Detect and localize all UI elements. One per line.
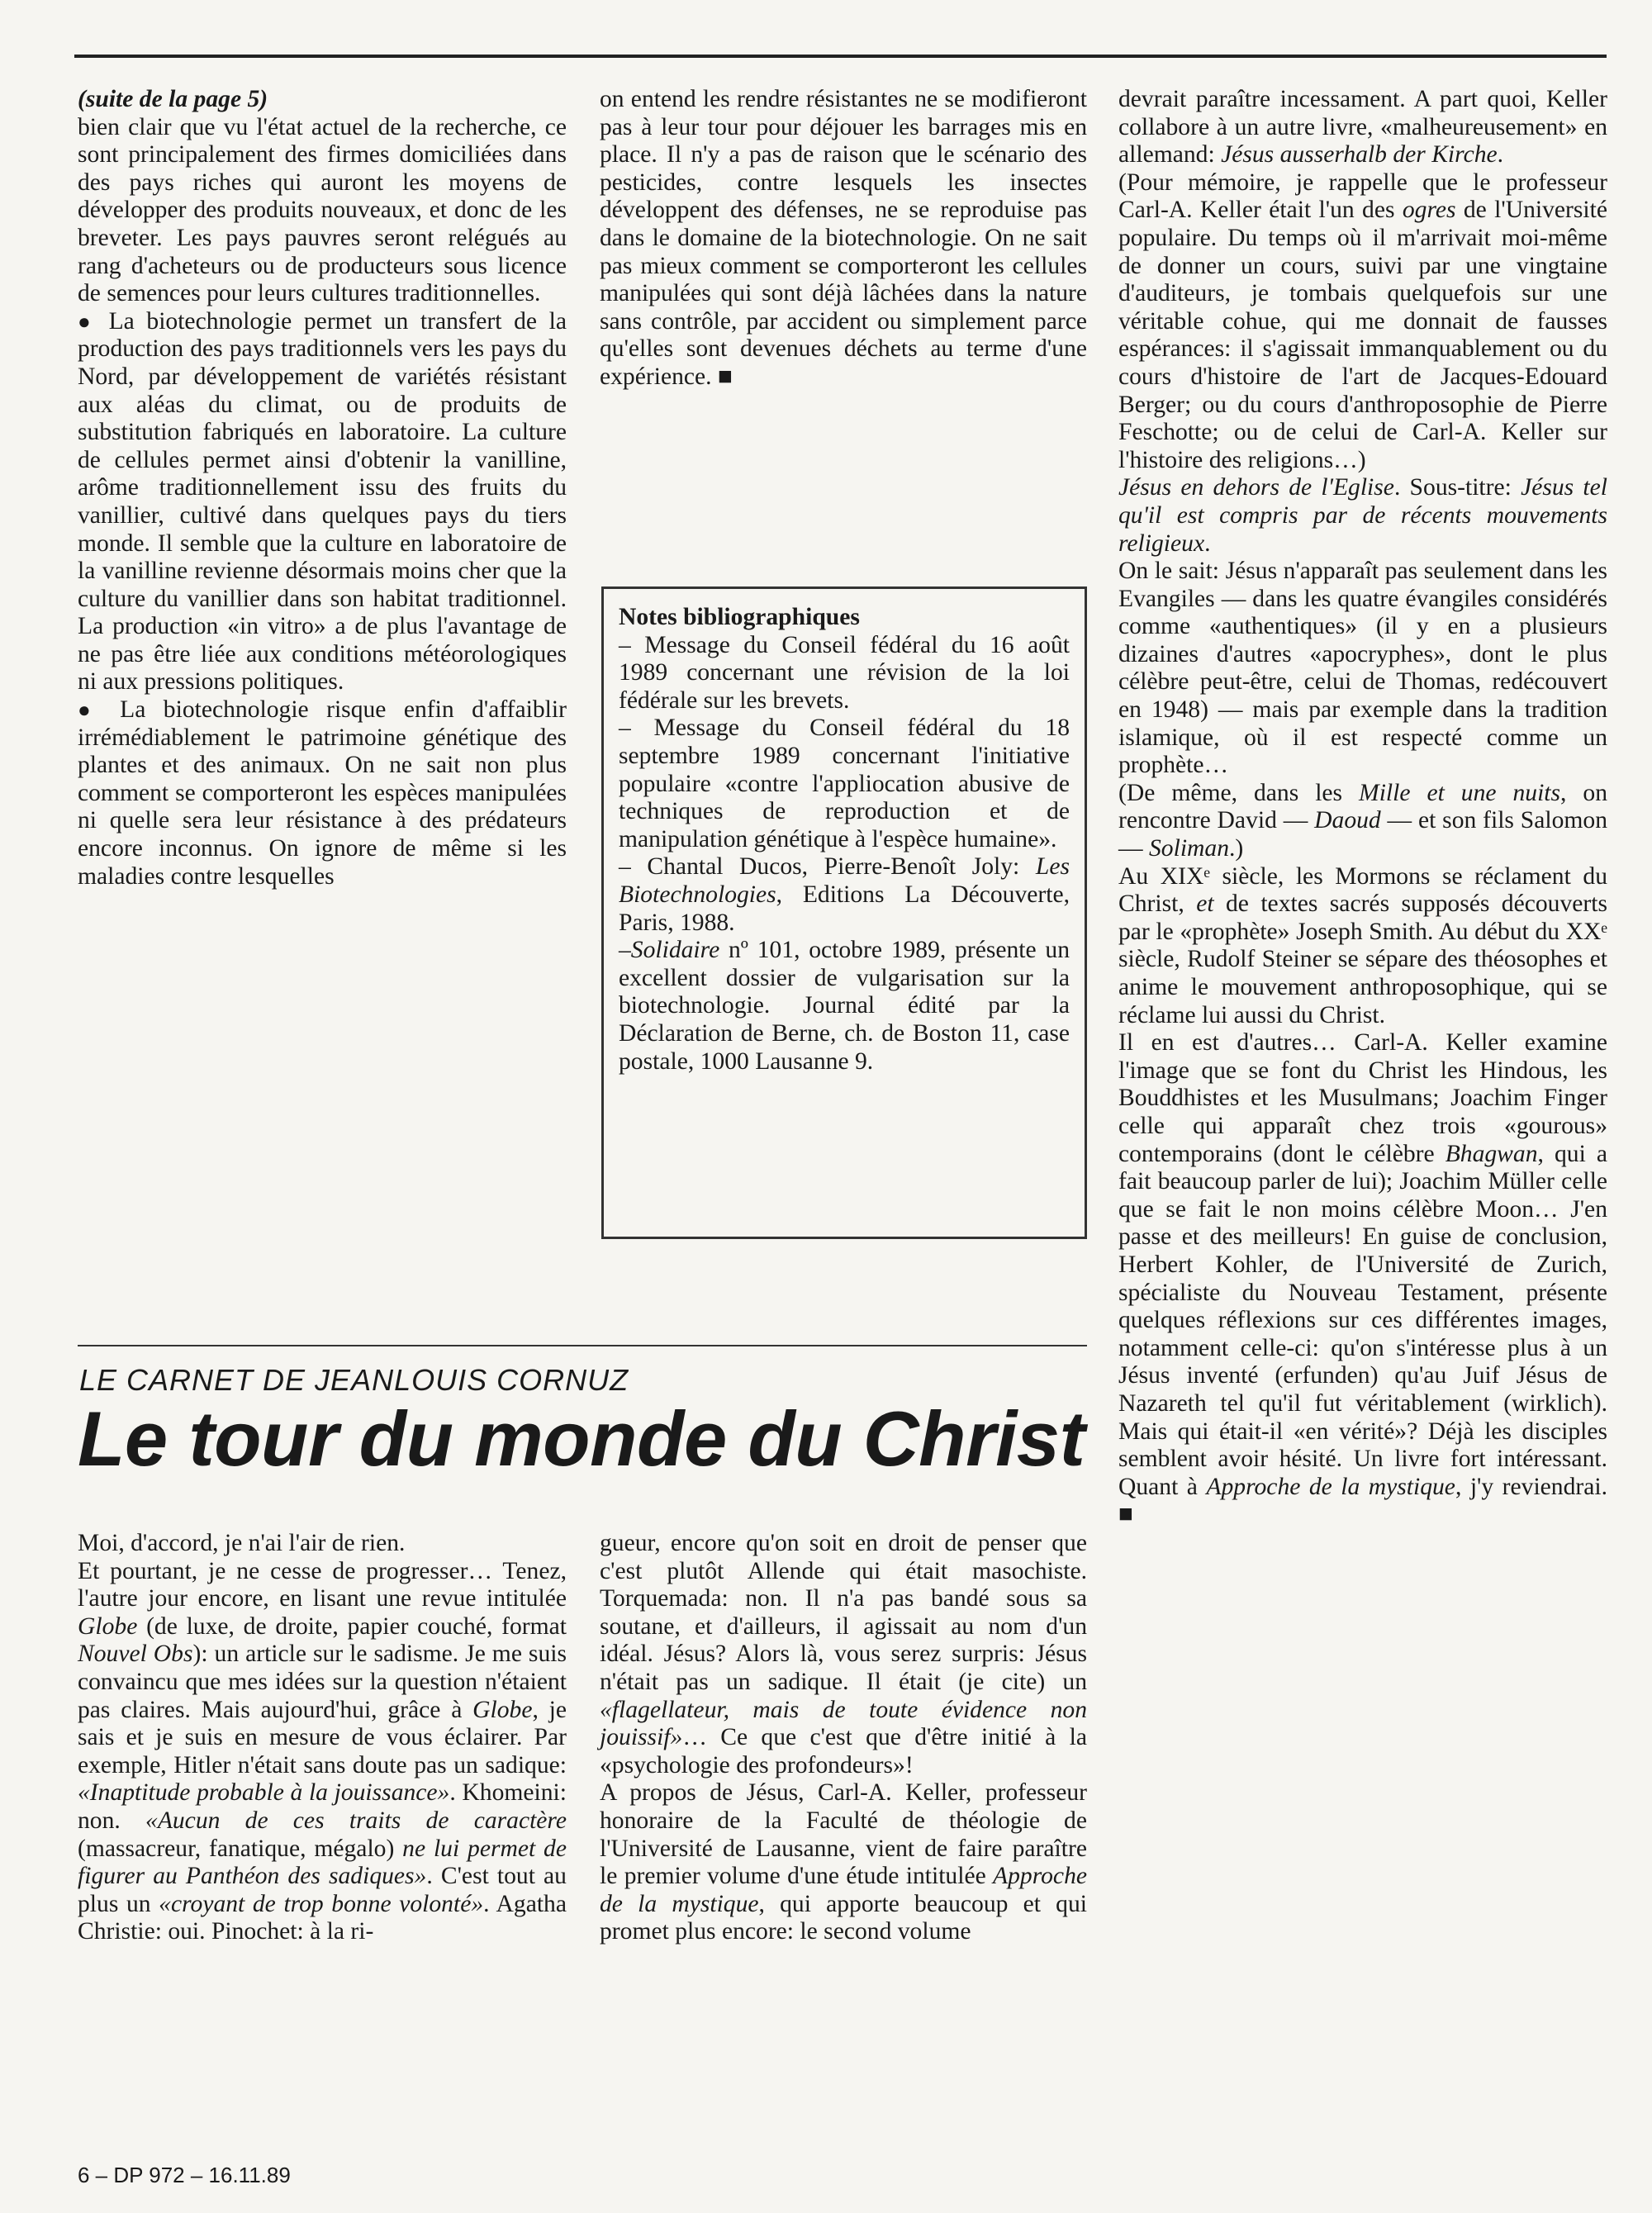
continued-from-note: (suite de la page 5) bbox=[78, 86, 268, 112]
article-column-2 bbox=[600, 1530, 1087, 1946]
note-item: – Message du Conseil fédéral du 16 août 1989 concernant une révision de la loi fédérale sur les brevets. bbox=[619, 631, 1070, 714]
article-headline: Le tour du monde du Christ bbox=[78, 1395, 1085, 1482]
article-paragraph: gueur, encore qu'on soit en droit de penser que c'est plutôt Allende qui était masochiste. Torquemada: non. Il n'a pas bandé sous sa soutane, et d'ailleurs, il agissait au nom d'un idéal. Jésus? Alors là, vous serez surpris: Jésus n'était pas un sadique. Il était (je cite) un «flagellateur, mais de toute évidence non jouissif»… Ce que c'est que d'être initié à la «psychologie des profondeurs»! bbox=[600, 1530, 1087, 1778]
note-item: – Chantal Ducos, Pierre-Benoît Joly: Les Biotechnologies, Editions La Découverte, Paris, 1988. bbox=[619, 853, 1070, 936]
section-divider bbox=[78, 1345, 1087, 1346]
col2-paragraph-1: on entend les rendre résistantes ne se modifieront pas à leur tour pour déjouer les barrages mis en place. Il n'y a pas de raison que le scénario des pesticides, contre lesquels les insectes développent des défenses, ne se reproduise pas dans le domaine de la biotechnologie. On ne sait pas mieux comment se comporteront les cellules manipulées qui sont déjà lâchées dans la nature sans contrôle, par accident ou simplement parce qu'elles sont devenues déchets au terme d'une expérience. ■ bbox=[600, 86, 1087, 390]
note-item: – Message du Conseil fédéral du 18 septembre 1989 concernant l'initiative populaire «contre l'appliocation abusive de techniques de reproduction et de manipulation génétique à l'espèce humaine». bbox=[619, 715, 1070, 852]
article-column-1 bbox=[78, 1530, 567, 1946]
article-paragraph: On le sait: Jésus n'apparaît pas seulement dans les Evangiles — dans les quatre évangiles considérés comme «authentiques» (il y en a plusieurs dizaines d'autres «apocryphes», dont le plus célèbre peut-être, celui de Thomas, redécouvert en 1948) — mais par exemple dans la tradition islamique, où il est respecté comme un prophète… bbox=[1118, 558, 1607, 779]
note-item: –Solidaire nº 101, octobre 1989, présente un excellent dossier de vulgarisation sur la biotechnologie. Journal édité par la Déclaration de Berne, ch. de Boston 11, case postale, 1000 Lausanne 9. bbox=[619, 937, 1070, 1075]
col1-paragraph-2: ● La biotechnologie permet un transfert de la production des pays traditionnels vers les pays du Nord, par développement de variétés résistant aux aléas du climat, ou de produits de substitution fabriqués en laboratoire. La culture de cellules permet ainsi d'obtenir la vanilline, arôme traditionnellement issu des fruits du vanillier, cultivé dans quelques pays du tiers monde. Il semble que la culture en laboratoire de la vanilline revienne désormais moins cher que la culture du vanillier dans son habitat traditionnel. La production «in vitro» a de plus l'avantage de ne pas être liée aux conditions météorologiques ni aux pressions politiques. bbox=[78, 307, 567, 696]
col1-paragraph-1: bien clair que vu l'état actuel de la recherche, ce sont principalement des firmes domiciliées dans des pays riches qui auront les moyens de développer des produits nouveaux, et donc de les breveter. Les pays pauvres seront relégués au rang d'acheteurs ou de producteurs sous licence de semences pour leurs cultures traditionnelles. bbox=[78, 113, 567, 307]
article-paragraph: Et pourtant, je ne cesse de progresser… Tenez, l'autre jour encore, en lisant une revue intitulée Globe (de luxe, de droite, papier couché, format Nouvel Obs): un article sur le sadisme. Je me suis convaincu que mes idées sur la question n'étaient pas claires. Mais aujourd'hui, grâce à Globe, je sais et je suis en mesure de vous éclairer. Par exemple, Hitler n'était sans doute pas un sadique: «Inaptitude probable à la jouissance». Khomeini: non. «Aucun de ces traits de caractère (massacreur, fanatique, mégalo) ne lui permet de figurer au Panthéon des sadiques». C'est tout au plus un «croyant de trop bonne volonté». Agatha Christie: oui. Pinochet: à la ri- bbox=[78, 1557, 567, 1945]
article-paragraph: Moi, d'accord, je n'ai l'air de rien. bbox=[78, 1530, 406, 1556]
column-2 bbox=[600, 86, 1087, 392]
end-mark-icon: ■ bbox=[717, 363, 733, 390]
bibliography-title: Notes bibliographiques bbox=[619, 604, 860, 630]
article-paragraph: Au XIXᵉ siècle, les Mormons se réclament du Christ, et de textes sacrés supposés découverts par le «prophète» Joseph Smith. Au début du XXᵉ siècle, Rudolf Steiner se sépare des théosophes et anime le mouvement anthroposophique, qui se réclame lui aussi du Christ. bbox=[1118, 862, 1607, 1028]
article-paragraph: A propos de Jésus, Carl-A. Keller, professeur honoraire de la Faculté de théologie de l'Université de Lausanne, vient de faire paraître le premier volume d'une étude intitulée Approche de la mystique, qui apporte beaucoup et qui promet plus encore: le second volume bbox=[600, 1779, 1087, 1945]
end-mark-icon: ■ bbox=[1118, 1501, 1133, 1528]
article-paragraph: (Pour mémoire, je rappelle que le professeur Carl-A. Keller était l'un des ogres de l'Université populaire. Du temps où il m'arrivait moi-même de donner un cours, suivi par une vingtaine d'auditeurs, je tombais quelquefois sur une véritable cohue, qui me donnait de fausses espérances: il s'agissait immanquablement ou du cours d'histoire de l'art de Jacques-Edouard Berger; ou du cours d'anthroposophie de Pierre Feschotte; ou de celui de Carl-A. Keller sur l'histoire des religions…) bbox=[1118, 169, 1607, 473]
column-1 bbox=[78, 86, 567, 890]
page-footer: 6 – DP 972 – 16.11.89 bbox=[78, 2163, 291, 2187]
article-kicker: LE CARNET DE JEANLOUIS CORNUZ bbox=[79, 1363, 629, 1397]
bullet-icon: ● bbox=[78, 309, 97, 334]
bullet-icon: ● bbox=[78, 698, 102, 723]
article-paragraph: Il en est d'autres… Carl-A. Keller examine l'image que se font du Christ les Hindous, les Bouddhistes et les Musulmans; Joachim Finger celle qui apparaît chez trois «gourous» contemporains (dont le célèbre Bhagwan, qui a fait beaucoup parler de lui); Joachim Müller celle que se fait le non moins célèbre Moon… J'en passe et des meilleurs! En guise de conclusion, Herbert Kohler, de l'Université de Zurich, spécialiste du Nouveau Testament, présente quelques réflexions sur ces différentes images, notamment celle-ci: qu'on s'intéresse plus à un Jésus inventé (erfunden) qu'au Juif Jésus de Nazareth tel qu'il fut véritablement (wirklich). Mais qui était-il «en vérité»? Déjà les disciples semblent avoir hésité. Un livre fort intéressant. Quant à Approche de la mystique, j'y reviendrai. ■ bbox=[1118, 1029, 1608, 1528]
article-paragraph: (De même, dans les Mille et une nuits, on rencontre David — Daoud — et son fils Salomon — Soliman.) bbox=[1118, 779, 1607, 862]
top-rule bbox=[74, 55, 1607, 58]
bibliography-box bbox=[601, 586, 1087, 1239]
article-paragraph: devrait paraître incessament. A part quoi, Keller collabore à un autre livre, «malheureusement» en allemand: Jésus ausserhalb der Kirche. bbox=[1118, 86, 1607, 169]
article-paragraph: Jésus en dehors de l'Eglise. Sous-titre: Jésus tel qu'il est compris par de récents mouvements religieux. bbox=[1118, 474, 1607, 557]
col1-paragraph-3: ● La biotechnologie risque enfin d'affaiblir irrémédiablement le patrimoine génétique des plantes et des animaux. On ne sait non plus comment se comporteront les espèces manipulées ni quelle sera leur résistance à des prédateurs encore inconnus. On ignore de même si les maladies contre lesquelles bbox=[78, 696, 567, 890]
column-3 bbox=[1118, 86, 1607, 1529]
